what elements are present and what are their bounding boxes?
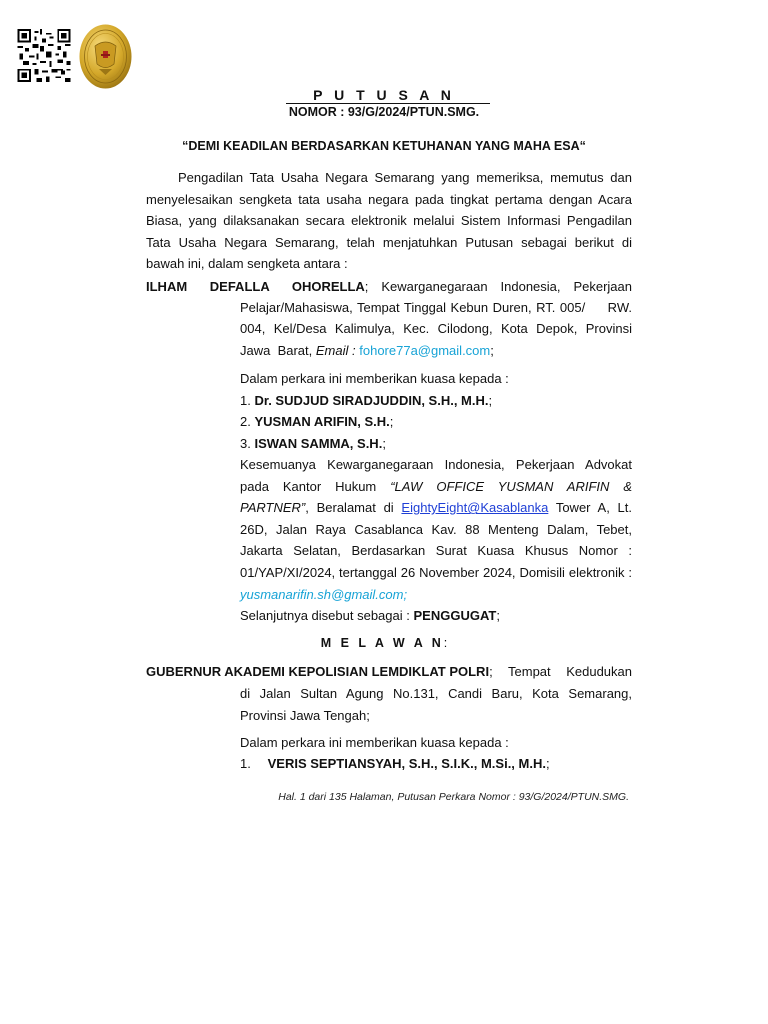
law-office-paragraph (240, 454, 632, 605)
defendant-first-line-rest: ; Tempat Kedudukan (489, 664, 632, 679)
defendant-kuasa-intro: Dalam perkara ini memberikan kuasa kepada : (240, 735, 509, 750)
page-footer: Hal. 1 dari 135 Halaman, Putusan Perkara Nomor : 93/G/2024/PTUN.SMG. (278, 791, 629, 803)
law-office-name: “LAW OFFICE YUSMAN ARIFIN & PARTNER” (240, 478, 632, 516)
lawyer-name: VERIS SEPTIANSYAH, S.H., S.I.K., M.Si., M.H. (267, 756, 546, 771)
lawyer-name: Dr. SUDJUD SIRADJUDDIN, S.H., M.H. (254, 393, 489, 408)
lawyer-name: YUSMAN ARIFIN, S.H. (254, 414, 390, 429)
lawyer-suffix: ; (545, 756, 550, 771)
email-suffix: ; (490, 343, 494, 358)
justice-phrase: “DEMI KEADILAN BERDASARKAN KETUHANAN YANG MAHA ESA“ (182, 139, 586, 153)
plaintiff-first-line-rest: ; Kewarganegaraan Indonesia, Pekerjaan (364, 279, 632, 294)
selanjutnya-text: Selanjutnya disebut sebagai : (240, 608, 410, 623)
defendant-address: di Jalan Sultan Agung No.131, Candi Baru, Kota Semarang, Provinsi Jawa Tengah; (240, 686, 632, 723)
lawyer-number: 3. (240, 436, 251, 451)
lawyer-item (240, 411, 632, 433)
plaintiff-role-line (240, 605, 632, 627)
lawyer-suffix: ; (389, 414, 394, 429)
melawan-text: M E L A W A N (320, 636, 444, 650)
defendant-lawyer-item (240, 753, 632, 775)
office-address-link[interactable]: EightyEight@Kasablanka (401, 500, 549, 516)
defendant-first-line (146, 661, 632, 683)
domisili-email[interactable]: yusmanarifin.sh@gmail.com; (240, 586, 408, 602)
plaintiff-first-line (146, 276, 632, 298)
kesemuanya-text: Kesemuanya Kewarganegaraan Indonesia, Pekerjaan Advokat pada Kantor Hukum (240, 457, 632, 494)
lawyer-number: 2. (240, 414, 251, 429)
document-title: P U T U S A N (313, 87, 455, 103)
lawyer-suffix: ; (488, 393, 493, 408)
plaintiff-address-line: Pelajar/Mahasiswa, Tempat Tinggal Kebun Duren, RT. 005/ RW. (240, 300, 632, 315)
court-seal-icon (79, 24, 132, 89)
plaintiff-address-email-line (240, 340, 632, 362)
title-underline (286, 103, 490, 104)
lawyer-suffix: ; (382, 436, 386, 451)
role-suffix: ; (496, 608, 500, 623)
beralamat-text: , Beralamat di (305, 500, 394, 516)
qr-code-icon (16, 29, 72, 82)
case-number: NOMOR : 93/G/2024/PTUN.SMG. (288, 105, 480, 119)
lawyer-name: ISWAN SAMMA, S.H. (254, 436, 383, 451)
melawan-colon: : (443, 636, 448, 650)
kuasa-intro: Dalam perkara ini memberikan kuasa kepada : (240, 371, 509, 386)
plaintiff-address-line: 004, Kel/Desa Kalimulya, Kec. Cilodong, Kota Depok, Provinsi (240, 321, 632, 336)
email-label: Email : (315, 343, 356, 358)
lawyer-item (240, 390, 632, 412)
lawyer-number: 1. (240, 756, 251, 771)
address-province: Jawa Barat, (240, 343, 313, 358)
intro-paragraph: Pengadilan Tata Usaha Negara Semarang yang memeriksa, memutus dan menyelesaikan sengketa tata usaha negara pada tingkat pertama dengan Acara Biasa, yang dilaksanakan secara elektronik melalui Sistem Informasi Pengadilan Tata Usaha Negara Semarang, telah menjatuhkan Putusan sebagai berikut di bawah ini, dalam sengketa antara : (146, 170, 632, 272)
lawyer-item (240, 433, 632, 455)
office-address-text: Tower A, Lt. 26D, Jalan Raya Casablanca Kav. 88 Menteng Dalam, Tebet, Jakarta Selatan, Berdasarkan Surat Kuasa Khusus Nomor : 01/YAP/XI/2024, tertanggal 26 November 2024, Domisili elektronik : (240, 500, 632, 580)
melawan-heading (0, 636, 768, 650)
plaintiff-role: PENGGUGAT (413, 608, 497, 623)
plaintiff-email[interactable]: fohore77a@gmail.com (359, 343, 491, 358)
defendant-name: GUBERNUR AKADEMI KEPOLISIAN LEMDIKLAT POLRI (146, 664, 490, 679)
plaintiff-name: ILHAM DEFALLA OHORELLA (146, 279, 365, 294)
lawyer-number: 1. (240, 393, 251, 408)
